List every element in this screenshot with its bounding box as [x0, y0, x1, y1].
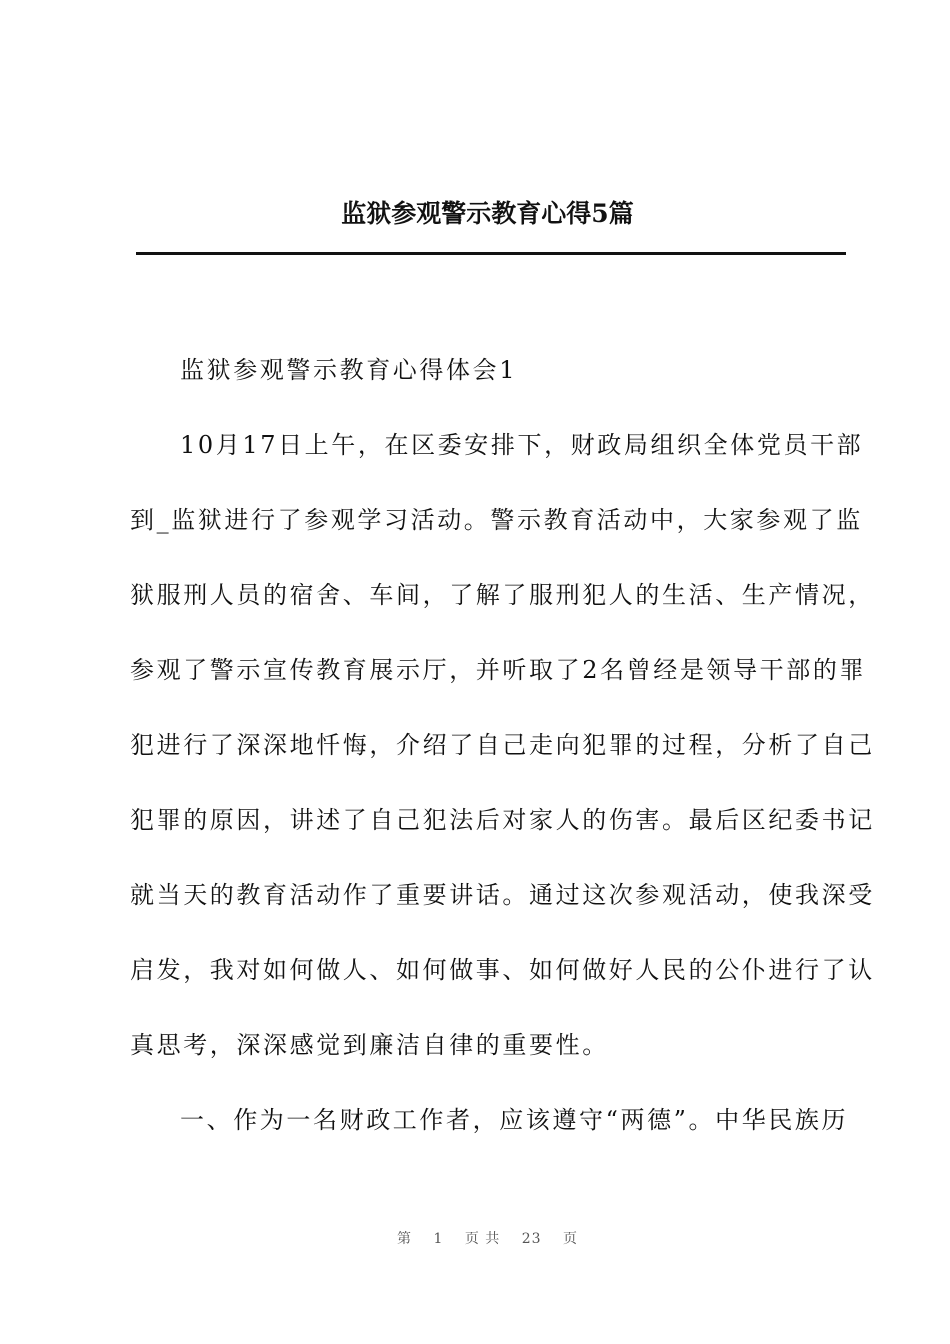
paragraph-line: 狱服刑人员的宿舍、车间，了解了服刑犯人的生活、生产情况， — [130, 581, 875, 609]
footer-prefix: 第 — [396, 1231, 412, 1247]
title-divider — [136, 252, 846, 255]
paragraph-line: 犯罪的原因，讲述了自己犯法后对家人的伤害。最后区纪委书记 — [130, 806, 875, 834]
document-title: 监狱参观警示教育心得5篇 — [341, 199, 634, 228]
section-heading: 监狱参观警示教育心得体会1 — [180, 356, 518, 384]
footer-page-number: 1 — [433, 1231, 444, 1247]
paragraph-line: 启发，我对如何做人、如何做事、如何做好人民的公仆进行了认 — [130, 956, 875, 984]
paragraph-line: 10月17日上午，在区委安排下，财政局组织全体党员干部 — [180, 431, 864, 459]
footer-total-pages: 23 — [521, 1231, 542, 1247]
paragraph-line: 参观了警示宣传教育展示厅，并听取了2名曾经是领导干部的罪 — [130, 656, 867, 684]
paragraph-line: 犯进行了深深地忏悔，介绍了自己走向犯罪的过程，分析了自己 — [130, 731, 875, 759]
footer-suffix: 页 — [563, 1231, 578, 1247]
paragraph-line: 到_监狱进行了参观学习活动。警示教育活动中，大家参观了监 — [130, 506, 863, 534]
paragraph-line: 就当天的教育活动作了重要讲话。通过这次参观活动，使我深受 — [130, 881, 875, 909]
paragraph-line: 真思考，深深感觉到廉洁自律的重要性。 — [130, 1031, 609, 1059]
paragraph-line: 一、作为一名财政工作者，应该遵守“两德”。中华民族历 — [180, 1106, 849, 1134]
footer-middle: 页 共 — [464, 1231, 501, 1247]
page-footer — [0, 1228, 950, 1248]
